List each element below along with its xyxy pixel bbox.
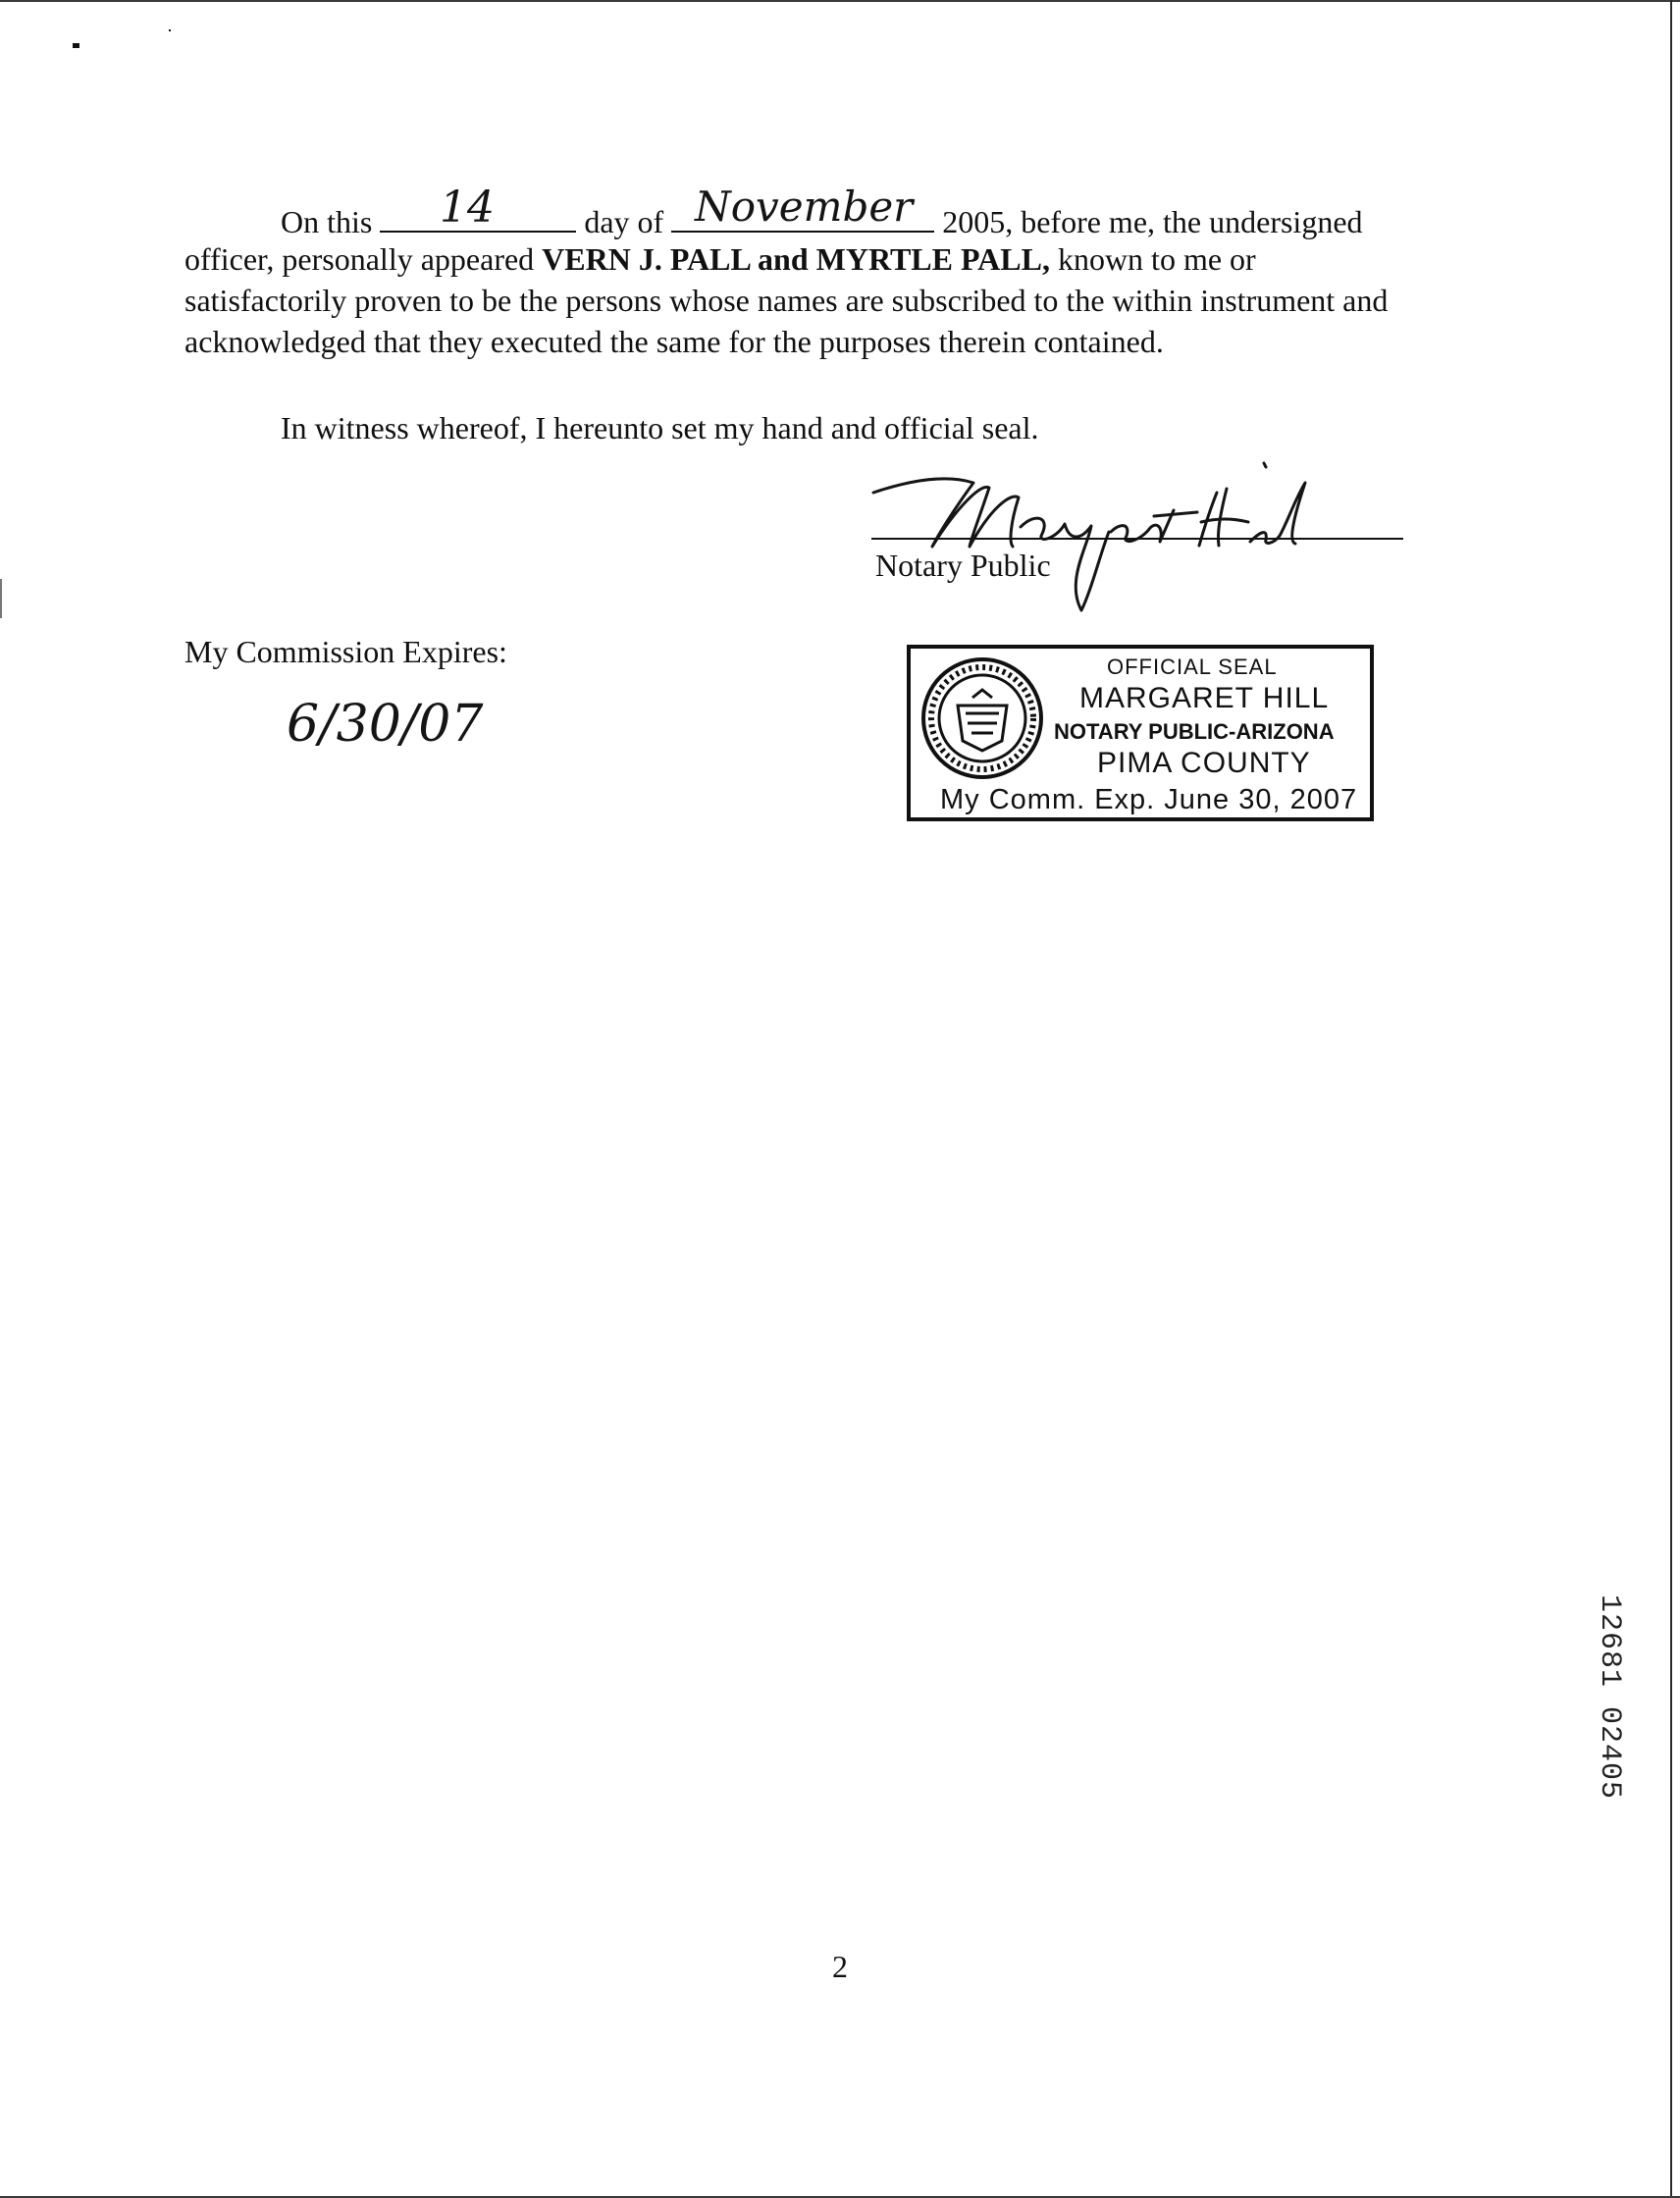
state-seal-emblem-icon: [919, 654, 1046, 782]
witness-statement: In witness whereof, I hereunto set my hand and official seal.: [281, 410, 1039, 445]
acknowledgment-line-3: satisfactorily proven to be the persons whose names are subscribed to the within instrument and: [184, 283, 1389, 318]
notary-public-label: Notary Public: [875, 548, 1051, 583]
appearing-persons: VERN J. PALL and MYRTLE PALL,: [542, 241, 1050, 277]
on-this-text: On this: [281, 204, 373, 239]
seal-line-name: MARGARET HILL: [1079, 682, 1330, 714]
official-seal-stamp: [907, 645, 1374, 821]
known-to-me-text: known to me or: [1049, 241, 1256, 277]
appeared-text: officer, personally appeared: [184, 241, 543, 277]
acknowledgment-line-2: [184, 241, 1256, 278]
day-handwritten: 14: [440, 183, 495, 233]
day-of-text: day of: [584, 204, 664, 239]
scan-edge-top: [0, 0, 1680, 2]
acknowledgment-line-4: acknowledged that they executed the same for the purposes therein contained.: [184, 324, 1164, 359]
commission-label: My Commission Expires:: [184, 634, 507, 669]
year-text: 2005, before me, the undersigned: [942, 204, 1363, 239]
scan-speck: [169, 29, 171, 31]
bates-number: 12681 02405: [1593, 1595, 1626, 1801]
scan-speck: [73, 43, 79, 48]
notary-signature-scribble: [864, 453, 1335, 620]
page-number: 2: [832, 1949, 848, 1984]
scan-speck: [0, 579, 2, 618]
scan-edge-right: [1670, 0, 1672, 2198]
seal-line-official: OFFICIAL SEAL: [1107, 654, 1278, 679]
signature-line: [871, 538, 1403, 540]
commission-date-handwritten: 6/30/07: [287, 695, 484, 754]
month-handwritten: November: [695, 183, 914, 231]
seal-line-county: PIMA COUNTY: [1097, 747, 1311, 779]
seal-line-title: NOTARY PUBLIC-ARIZONA: [1054, 719, 1335, 744]
seal-line-expiration: My Comm. Exp. June 30, 2007: [940, 784, 1358, 815]
